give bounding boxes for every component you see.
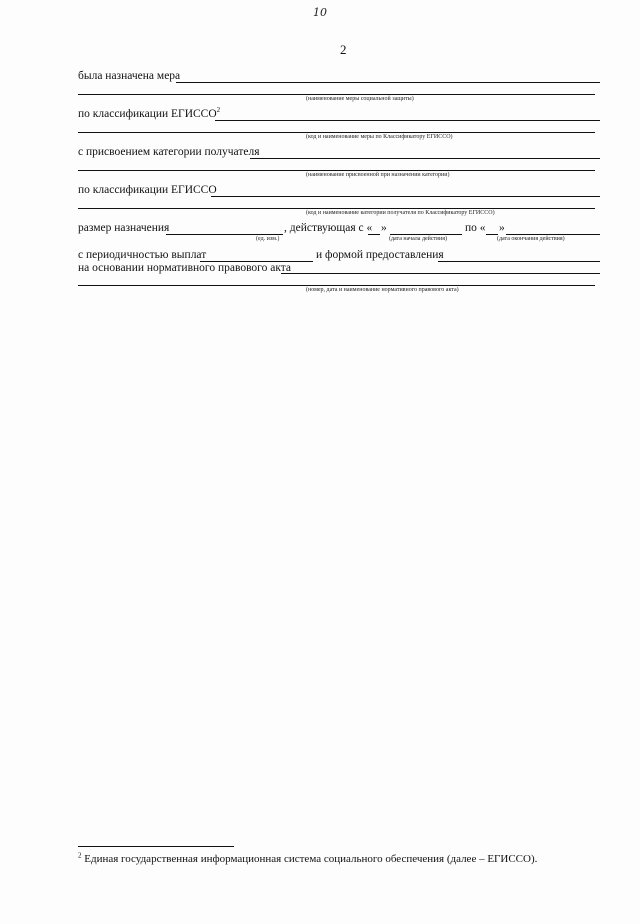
end-date-field-line[interactable] xyxy=(506,234,600,235)
basis-field-line-2[interactable] xyxy=(78,285,595,286)
start-date-caption: (дата начала действия) xyxy=(389,236,447,242)
page-number: 2 xyxy=(340,42,347,57)
measure-caption: (наименование меры социальной защиты) xyxy=(306,96,414,102)
periodicity-label: с периодичностью выплат xyxy=(78,249,207,261)
handwritten-sheet-number: 10 xyxy=(313,6,327,19)
to-label: по « xyxy=(465,222,486,234)
form-label: и формой предоставления xyxy=(316,249,444,261)
amount-label: размер назначения xyxy=(78,222,170,234)
class-egisso-label: по классификации ЕГИССО$^2$ xyxy=(78,106,221,120)
measure-field-line[interactable] xyxy=(176,82,600,83)
class-measure-field-line[interactable] xyxy=(215,120,600,121)
class-category-field-line[interactable] xyxy=(211,196,600,197)
footnote-text: Единая государственная информационная система социального обеспечения (далее – ЕГИССО). xyxy=(84,853,538,865)
unit-caption: (ед. изм.) xyxy=(256,236,280,242)
amount-field-line[interactable] xyxy=(166,234,283,235)
category-label: с присвоением категории получателя xyxy=(78,146,260,158)
end-date-caption: (дата окончания действия) xyxy=(497,236,565,242)
start-day-field-line[interactable] xyxy=(368,234,380,235)
provision-form-field-line[interactable] xyxy=(438,261,600,262)
footnote-ref: 2 xyxy=(216,106,221,115)
valid-from-label: , действующая с « xyxy=(284,222,373,234)
class-category-caption: (код и наименование категории получателя по Классификатору ЕГИССО) xyxy=(306,210,495,216)
start-date-field-line[interactable] xyxy=(390,234,462,235)
class-egisso-category-label: по классификации ЕГИССО xyxy=(78,184,217,196)
end-quote-close: » xyxy=(499,222,505,234)
measure-label: была назначена мера xyxy=(78,70,181,82)
class-measure-field-line-2[interactable] xyxy=(78,132,595,133)
basis-label: на основании нормативного правового акта xyxy=(78,262,292,274)
footnote-marker: 2 xyxy=(78,851,82,860)
footnote xyxy=(78,853,537,865)
class-category-field-line-2[interactable] xyxy=(78,208,595,209)
basis-caption: (номер, дата и наименование нормативного правового акта) xyxy=(306,287,459,293)
basis-field-line[interactable] xyxy=(281,273,600,274)
category-caption: (наименование присвоенной при назначении категории) xyxy=(306,172,450,178)
class-measure-caption: (код и наименование меры по Классификатору ЕГИССО) xyxy=(306,134,453,140)
footnote-separator xyxy=(78,846,234,847)
end-day-field-line[interactable] xyxy=(486,234,498,235)
category-field-line[interactable] xyxy=(250,158,600,159)
category-field-line-2[interactable] xyxy=(78,170,595,171)
start-quote-close: » xyxy=(381,222,387,234)
measure-field-line-2[interactable] xyxy=(78,94,595,95)
